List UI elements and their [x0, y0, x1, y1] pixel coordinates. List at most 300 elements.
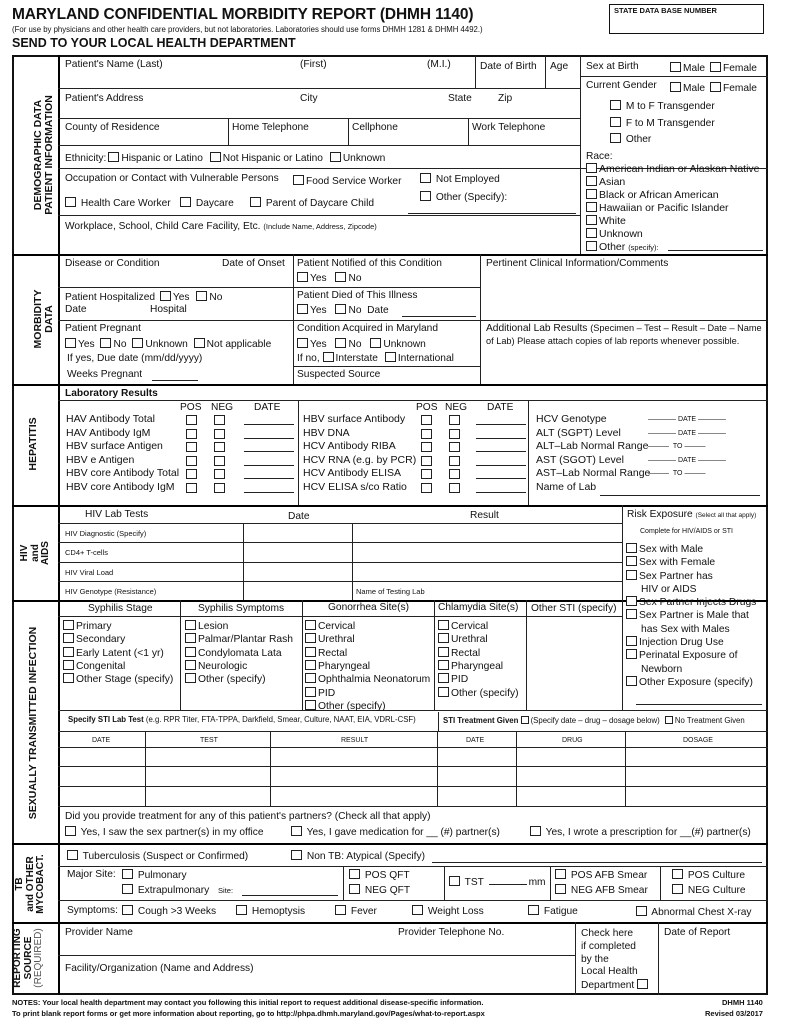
section-reporting-label: REPORTING SOURCE (REQUIRED) [12, 928, 44, 988]
checkbox-icon[interactable] [438, 647, 449, 657]
gender-male-option[interactable]: Male [670, 82, 705, 95]
checkbox-icon[interactable] [528, 905, 539, 915]
checkbox-icon[interactable] [636, 906, 647, 916]
checkbox-icon[interactable] [63, 647, 74, 657]
checkbox-icon[interactable] [555, 884, 566, 894]
age-label: Age [550, 61, 569, 72]
checkbox-icon[interactable] [122, 869, 133, 879]
sti-option[interactable]: Rectal [305, 647, 347, 660]
race-label: Race: [586, 151, 613, 162]
checkbox-icon[interactable] [214, 442, 225, 452]
hiv-lab-tests-heading: HIV Lab Tests [85, 509, 149, 520]
footer-revised: Revised 03/2017 [705, 1009, 763, 1018]
checkbox-icon[interactable] [186, 469, 197, 479]
checkbox-icon[interactable] [214, 456, 225, 466]
gender-ftom-option[interactable]: F to M Transgender [610, 117, 715, 130]
checkbox-icon[interactable] [291, 826, 302, 836]
checkbox-icon[interactable] [421, 429, 432, 439]
hepatitis-test-label: HBV surface Antigen [66, 440, 163, 452]
risk-option[interactable]: Other Exposure (specify) [626, 676, 756, 689]
checkbox-icon[interactable] [185, 673, 196, 683]
facility-label: Facility/Organization (Name and Address) [65, 963, 254, 974]
checkbox-icon[interactable] [421, 415, 432, 425]
checkbox-icon[interactable] [196, 291, 207, 301]
hepatitis-test-label: HAV Antibody IgM [66, 426, 151, 439]
partner-option-3[interactable]: Yes, I wrote a prescription for __(#) partner(s) [530, 826, 751, 839]
pertinent-label: Pertinent Clinical Information/Comments [486, 258, 669, 269]
hepatitis-test-label: HBV core Antibody Total [66, 467, 180, 479]
hiv-row-label: CD4+ T-cells [65, 548, 109, 557]
hepatitis-test-label: HBV surface Antibody [303, 413, 406, 425]
hepatitis-test-label: HCV ELISA s/co Ratio [303, 480, 407, 493]
provider-name-label: Provider Name [65, 927, 133, 938]
checkbox-icon[interactable] [63, 673, 74, 683]
hepatitis-test-label: HBV core Antibody IgM [66, 480, 175, 493]
checkbox-icon[interactable] [421, 456, 432, 466]
gender-other-option[interactable]: Other [610, 133, 651, 146]
checkbox-icon[interactable] [449, 442, 460, 452]
col-dosage: DOSAGE [683, 737, 713, 744]
section-hiv-label: HIV and AIDS [19, 541, 51, 565]
checkbox-icon[interactable] [370, 338, 381, 348]
symptom-option[interactable]: Fatigue [528, 905, 578, 918]
checkbox-icon[interactable] [214, 469, 225, 479]
col-date: DATE [92, 737, 111, 744]
checkbox-icon[interactable] [449, 876, 460, 886]
risk-option[interactable]: Sex Partner Injects Drugs [626, 596, 756, 609]
symptom-option[interactable]: Cough >3 Weeks [122, 905, 216, 918]
sti-option[interactable]: Other (specify) [305, 700, 386, 713]
checkbox-icon[interactable] [186, 429, 197, 439]
sti-option[interactable]: Neurologic [185, 660, 247, 673]
date-field[interactable] [476, 465, 526, 466]
risk-option[interactable]: Sex with Female [626, 556, 756, 569]
occupation-other-option[interactable]: Other (Specify): [420, 191, 507, 204]
not-employed-option[interactable]: Not Employed [420, 173, 500, 186]
date-field[interactable] [476, 424, 526, 425]
sti-option[interactable]: Secondary [63, 633, 125, 646]
sti-option[interactable]: Palmar/Plantar Rash [185, 633, 293, 646]
non-tb-option[interactable]: Non TB: Atypical (Specify) [291, 850, 425, 863]
section-sti-label: SEXUALLY TRANSMITTED INFECTION [27, 626, 39, 820]
tst-field[interactable]: TST mm [449, 876, 546, 889]
gender-mtof-option[interactable]: M to F Transgender [610, 100, 715, 113]
hepatitis-test-label: HCV Antibody RIBA [303, 440, 396, 452]
checkbox-icon[interactable] [349, 869, 360, 879]
section-tb-label: TB and OTHER MYCOBACT. [14, 854, 46, 914]
risk-option[interactable]: Sex with Male [626, 543, 756, 556]
gender-female-option[interactable]: Female [710, 82, 757, 95]
hepatitis-test-label: HBV e Antigen [66, 453, 135, 466]
checkbox-icon[interactable] [335, 338, 346, 348]
pos-qft-option[interactable]: POS QFT [349, 869, 410, 882]
current-gender-label: Current Gender [586, 80, 657, 91]
checkbox-icon[interactable] [421, 469, 432, 479]
sti-option[interactable]: Primary [63, 620, 111, 633]
sti-option[interactable]: PID [305, 687, 335, 700]
sti-option[interactable]: Urethral [305, 633, 355, 646]
hiv-result-header: Result [470, 510, 499, 521]
col-test: TEST [200, 737, 218, 744]
checkbox-icon[interactable] [65, 197, 76, 207]
checkbox-icon[interactable] [420, 173, 431, 183]
sex-male-option[interactable]: Male [670, 62, 705, 75]
suspected-source-label: Suspected Source [297, 369, 381, 380]
hiv-row-label: HIV Genotype (Resistance) [65, 587, 157, 596]
pulmonary-option[interactable]: Pulmonary [122, 869, 187, 882]
checkbox-icon[interactable] [626, 609, 637, 619]
section-hepatitis-label: HEPATITIS [27, 417, 39, 471]
sti-option[interactable]: Other (specify) [185, 673, 266, 686]
risk-option[interactable]: Sex Partner is Male that [626, 609, 756, 622]
symptom-option[interactable]: Hemoptysis [236, 905, 305, 918]
neg-qft-option[interactable]: NEG QFT [349, 884, 410, 897]
checkbox-icon[interactable] [626, 556, 637, 566]
due-date-label: If yes, Due date (mm/dd/yyyy) [67, 353, 203, 364]
disease-label: Disease or Condition [65, 258, 160, 269]
neg-culture-option[interactable]: NEG Culture [672, 884, 746, 897]
checkbox-icon[interactable] [132, 338, 143, 348]
race-option[interactable]: Black or African American [586, 189, 760, 202]
date-of-report-label: Date of Report [664, 927, 731, 938]
hep-right-fields[interactable]: ———— DATE ———— ———— DATE ———— ——— TO ——— ———— DATE ———— ——— TO ——— [648, 416, 727, 477]
checkbox-icon[interactable] [185, 620, 196, 630]
risk-option[interactable]: Sex Partner has [626, 570, 756, 583]
pregnant-options: Yes No Unknown Not applicable [65, 338, 271, 351]
checkbox-icon[interactable] [420, 191, 431, 201]
checkbox-icon[interactable] [412, 905, 423, 915]
checkbox-icon[interactable] [555, 869, 566, 879]
checkbox-icon[interactable] [626, 636, 637, 646]
sti-option[interactable]: Pharyngeal [305, 660, 370, 673]
sex-at-birth-label: Sex at Birth [586, 61, 639, 72]
checkbox-icon[interactable] [626, 676, 637, 686]
checkbox-icon[interactable] [214, 429, 225, 439]
checkbox-icon[interactable] [449, 469, 460, 479]
checkbox-icon[interactable] [710, 82, 721, 92]
checkbox-icon[interactable] [626, 570, 637, 580]
hepatitis-right-tests: HCV Genotype ALT (SGPT) Level ALT–Lab Normal Range AST (SGOT) Level AST–Lab Normal Range Name of Lab [536, 413, 651, 493]
hiv-date-header: Date [288, 511, 310, 522]
checkbox-icon[interactable] [194, 338, 205, 348]
sti-option[interactable]: Congenital [63, 660, 125, 673]
home-phone-label: Home Telephone [232, 122, 309, 133]
major-site-label: Major Site: [67, 869, 116, 880]
sti-option[interactable]: Early Latent (<1 yr) [63, 647, 164, 660]
daycare-option[interactable]: Daycare [180, 197, 234, 210]
checkbox-icon[interactable] [122, 884, 133, 894]
hiv-row-label: HIV Diagnostic (Specify) [65, 529, 147, 538]
checkbox-icon[interactable] [186, 483, 197, 493]
checkbox-icon[interactable] [449, 429, 460, 439]
checkbox-icon[interactable] [160, 291, 171, 301]
sti-option[interactable]: Other Stage (specify) [63, 673, 173, 686]
checkbox-icon[interactable] [626, 596, 637, 606]
date-field[interactable] [476, 438, 526, 439]
checkbox-icon[interactable] [586, 228, 597, 238]
checkbox-icon[interactable] [421, 483, 432, 493]
checkbox-icon[interactable] [626, 649, 637, 659]
health-care-option[interactable]: Health Care Worker [65, 197, 171, 210]
checkbox-icon[interactable] [67, 850, 78, 860]
checkbox-icon[interactable] [291, 850, 302, 860]
tb-symptoms-label: Symptoms: [67, 905, 118, 916]
hepatitis-test-label: HCV RNA (e.g. by PCR) [303, 453, 417, 466]
sti-option[interactable]: Rectal [438, 647, 480, 660]
sti-option[interactable]: PID [438, 673, 468, 686]
checkbox-icon[interactable] [438, 660, 449, 670]
checkbox-icon[interactable] [236, 905, 247, 915]
sti-option[interactable]: Cervical [438, 620, 488, 633]
provider-phone-label: Provider Telephone No. [398, 927, 505, 938]
checkbox-icon[interactable] [63, 660, 74, 670]
symptom-option[interactable]: Weight Loss [412, 905, 484, 918]
checkbox-icon[interactable] [586, 189, 597, 199]
neg-header: NEG [211, 402, 234, 413]
form-title: MARYLAND CONFIDENTIAL MORBIDITY REPORT (DHMH 1140) [12, 6, 474, 23]
checkbox-icon[interactable] [438, 687, 449, 697]
work-phone-label: Work Telephone [472, 122, 546, 133]
race-option[interactable]: Asian [586, 176, 760, 189]
checkbox-icon[interactable] [449, 456, 460, 466]
checkbox-icon[interactable] [710, 62, 721, 72]
dob-label: Date of Birth [480, 61, 537, 72]
checkbox-icon[interactable] [610, 133, 621, 143]
checkbox-icon[interactable] [438, 633, 449, 643]
footer-notes: NOTES: Your local health department may contact you following this initial report to request additional disease-specific information. [12, 998, 484, 1007]
checkbox-icon[interactable] [297, 304, 308, 314]
checkbox-icon[interactable] [293, 175, 304, 185]
checkbox-icon[interactable] [586, 202, 597, 212]
checkbox-icon[interactable] [185, 633, 196, 643]
col-date-2: DATE [466, 737, 485, 744]
pos-header: POS [416, 402, 438, 413]
treatment-given-label: STI Treatment Given (Specify date – drug – dosage below) No Treatment Given [443, 716, 745, 725]
race-options [586, 163, 760, 254]
checkbox-icon[interactable] [335, 272, 346, 282]
workplace-label: Workplace, School, Child Care Facility, Etc. (Include Name, Address, Zipcode) [65, 221, 377, 232]
checkbox-icon[interactable] [670, 82, 681, 92]
acquired-options: Yes No Unknown [297, 338, 426, 351]
hospitalized-row: Patient Hospitalized Yes No [65, 292, 223, 303]
checkbox-icon[interactable] [626, 543, 637, 553]
date-field[interactable] [244, 478, 294, 479]
gonorrhea-heading: Gonorrhea Site(s) [328, 602, 409, 613]
parent-daycare-option[interactable]: Parent of Daycare Child [250, 197, 374, 210]
checkbox-icon[interactable] [65, 826, 76, 836]
sti-option[interactable]: Other (specify) [438, 687, 519, 700]
patient-name-label: Patient's Name (Last) [65, 59, 163, 70]
cellphone-label: Cellphone [352, 122, 398, 133]
checkbox-icon[interactable] [100, 338, 111, 348]
checkbox-icon[interactable] [670, 62, 681, 72]
checkbox-icon[interactable] [586, 163, 597, 173]
weeks-pregnant-label: Weeks Pregnant [67, 369, 143, 380]
checkbox-icon[interactable] [385, 352, 396, 362]
date-field[interactable] [244, 438, 294, 439]
checkbox-icon[interactable] [305, 647, 316, 657]
race-option[interactable]: Unknown [586, 228, 760, 241]
footer-link-note: To print blank report forms or get more information about reporting, go to http://phpa.dhmh.maryland.gov/Pages/what-to-report.aspx [12, 1009, 485, 1018]
date-field[interactable] [244, 451, 294, 452]
checkbox-icon[interactable] [185, 660, 196, 670]
hospital-label: Hospital [150, 304, 187, 315]
testing-lab-label: Name of Testing Lab [356, 587, 425, 596]
checkbox-icon[interactable] [672, 884, 683, 894]
middle-initial-label: (M.I.) [427, 59, 451, 70]
checkbox-icon[interactable] [65, 338, 76, 348]
if-no-options: If no, Interstate International [297, 353, 454, 364]
syphilis-symptoms-heading: Syphilis Symptoms [198, 603, 285, 614]
checkbox-icon[interactable] [610, 117, 621, 127]
ethnicity-row: Ethnicity: Hispanic or Latino Not Hispanic or Latino Unknown [65, 153, 386, 164]
addl-lab-note: of Lab) Please attach copies of lab reports whenever possible. [486, 336, 740, 346]
checkbox-icon[interactable] [586, 215, 597, 225]
checkbox-icon[interactable] [297, 338, 308, 348]
checkbox-icon[interactable] [185, 647, 196, 657]
pos-culture-option[interactable]: POS Culture [672, 869, 745, 882]
food-service-option[interactable]: Food Service Worker [293, 175, 402, 188]
addl-lab-label: Additional Lab Results (Specimen – Test – Result – Date – Name [486, 323, 762, 334]
checkbox-icon[interactable] [186, 456, 197, 466]
checkbox-icon[interactable] [421, 442, 432, 452]
first-name-label: (First) [300, 59, 327, 70]
risk-exposure-heading: Risk Exposure (Select all that apply) [627, 509, 757, 520]
partner-option-1[interactable]: Yes, I saw the sex partner(s) in my office [65, 826, 264, 839]
sti-option[interactable]: Lesion [185, 620, 228, 633]
lab-results-heading: Laboratory Results [65, 388, 158, 399]
hepatitis-test-label: HCV Antibody ELISA [303, 467, 402, 479]
checkbox-icon[interactable] [214, 415, 225, 425]
checkbox-icon[interactable] [186, 442, 197, 452]
hepatitis-test-label: HBV DNA [303, 426, 350, 439]
address-label: Patient's Address [65, 93, 144, 104]
checkbox-icon[interactable] [335, 304, 346, 314]
date-field[interactable] [244, 492, 294, 493]
checkbox-icon[interactable] [521, 716, 529, 724]
syphilis-stage-heading: Syphilis Stage [88, 603, 153, 614]
city-label: City [300, 93, 318, 104]
section-demographic-label: DEMOGRAPHIC DATA PATIENT INFORMATION [32, 95, 56, 215]
race-option[interactable]: Hawaiian or Pacific Islander [586, 202, 760, 215]
sti-option[interactable]: Urethral [438, 633, 488, 646]
neg-header: NEG [445, 402, 468, 413]
risk-option[interactable]: Injection Drug Use [626, 636, 756, 649]
checkbox-icon[interactable] [586, 176, 597, 186]
sex-female-option[interactable]: Female [710, 62, 757, 75]
date-field[interactable] [244, 465, 294, 466]
died-options: Yes No Date [297, 304, 389, 317]
checkbox-icon[interactable] [586, 241, 597, 251]
checkbox-icon[interactable] [305, 673, 316, 683]
checkbox-icon[interactable] [438, 620, 449, 630]
checkbox-icon[interactable] [349, 884, 360, 894]
pos-afb-option[interactable]: POS AFB Smear [555, 869, 647, 882]
lhd-check-here: Check here if completed by the Local Health Department [581, 928, 650, 993]
sti-option[interactable]: Ophthalmia Neonatorum [305, 673, 430, 686]
checkbox-icon[interactable] [250, 197, 261, 207]
race-option[interactable]: White [586, 215, 760, 228]
notified-label: Patient Notified of this Condition [297, 258, 442, 269]
checkbox-icon[interactable] [305, 620, 316, 630]
sti-option[interactable]: Condylomata Lata [185, 647, 282, 660]
risk-list: Sex with Male Sex with Female Sex Partner has HIV or AIDS Sex Partner Injects Drugs Sex Partner is Male that has Sex with Males Injection Drug Use Perinatal Exposure of Newborn Other Exposure (specify) [626, 543, 756, 689]
sti-option[interactable]: Pharyngeal [438, 660, 503, 673]
checkbox-icon[interactable] [108, 152, 119, 162]
section-morbidity-label: MORBIDITY DATA [32, 289, 56, 349]
partner-option-2[interactable]: Yes, I gave medication for __ (#) partner(s) [291, 826, 500, 839]
date-field[interactable] [244, 424, 294, 425]
checkbox-icon[interactable] [305, 700, 316, 710]
col-result: RESULT [341, 737, 369, 744]
occupation-label: Occupation or Contact with Vulnerable Persons [65, 173, 279, 184]
checkbox-icon[interactable] [449, 415, 460, 425]
notified-options: Yes No [297, 272, 362, 285]
hosp-date-label: Date [65, 304, 87, 315]
footer-form-id: DHMH 1140 [722, 998, 763, 1007]
risk-note: Complete for HIV/AIDS or STI [640, 528, 733, 535]
extrapulmonary-option[interactable]: Extrapulmonary Site: [122, 884, 233, 897]
date-onset-label: Date of Onset [222, 258, 285, 269]
risk-option[interactable]: Perinatal Exposure of [626, 649, 756, 662]
checkbox-icon[interactable] [63, 620, 74, 630]
checkbox-icon[interactable] [305, 660, 316, 670]
county-label: County of Residence [65, 122, 160, 133]
checkbox-icon[interactable] [186, 415, 197, 425]
checkbox-icon[interactable] [210, 152, 221, 162]
partners-question: Did you provide treatment for any of this patient's partners? (Check all that apply) [65, 811, 431, 822]
date-field[interactable] [476, 492, 526, 493]
checkbox-icon[interactable] [297, 272, 308, 282]
checkbox-icon[interactable] [672, 869, 683, 879]
checkbox-icon[interactable] [323, 352, 334, 362]
form-subtitle: (For use by physicians and other health care providers, but not laboratories. Laboratories should use forms DHMH 1281 & DHMH 4492.) [12, 25, 483, 34]
date-field[interactable] [476, 451, 526, 452]
other-sti-heading: Other STI (specify) [531, 603, 617, 614]
race-option[interactable]: American Indian or Alaskan Native [586, 163, 760, 176]
checkbox-icon[interactable] [438, 673, 449, 683]
symptom-option[interactable]: Fever [335, 905, 377, 918]
died-label: Patient Died of This Illness [297, 290, 418, 301]
checkbox-icon[interactable] [665, 716, 673, 724]
hepatitis-test-label: HAV Antibody Total [66, 413, 155, 425]
checkbox-icon[interactable] [122, 905, 133, 915]
checkbox-icon[interactable] [637, 979, 648, 989]
checkbox-icon[interactable] [305, 633, 316, 643]
checkbox-icon[interactable] [63, 633, 74, 643]
checkbox-icon[interactable] [610, 100, 621, 110]
zip-label: Zip [498, 93, 513, 104]
checkbox-icon[interactable] [335, 905, 346, 915]
col-drug: DRUG [562, 737, 583, 744]
checkbox-icon[interactable] [530, 826, 541, 836]
tuberculosis-option[interactable]: Tuberculosis (Suspect or Confirmed) [67, 850, 248, 863]
sti-option[interactable]: Cervical [305, 620, 355, 633]
symptom-option[interactable]: Abnormal Chest X-ray [636, 906, 752, 919]
checkbox-icon[interactable] [305, 687, 316, 697]
checkbox-icon[interactable] [449, 483, 460, 493]
race-option-other[interactable]: Other (specify): [586, 241, 760, 254]
pregnant-label: Patient Pregnant [65, 323, 141, 334]
date-field[interactable] [476, 478, 526, 479]
acquired-label: Condition Acquired in Maryland [297, 323, 439, 334]
hiv-row-label: HIV Viral Load [65, 568, 114, 577]
checkbox-icon[interactable] [214, 483, 225, 493]
specify-lab-label: Specify STI Lab Test (e.g. RPR Titer, FTA-TPPA, Darkfield, Smear, Culture, NAAT, EIA, VDRL-CSF) [68, 715, 416, 724]
checkbox-icon[interactable] [330, 152, 341, 162]
checkbox-icon[interactable] [180, 197, 191, 207]
neg-afb-option[interactable]: NEG AFB Smear [555, 884, 648, 897]
